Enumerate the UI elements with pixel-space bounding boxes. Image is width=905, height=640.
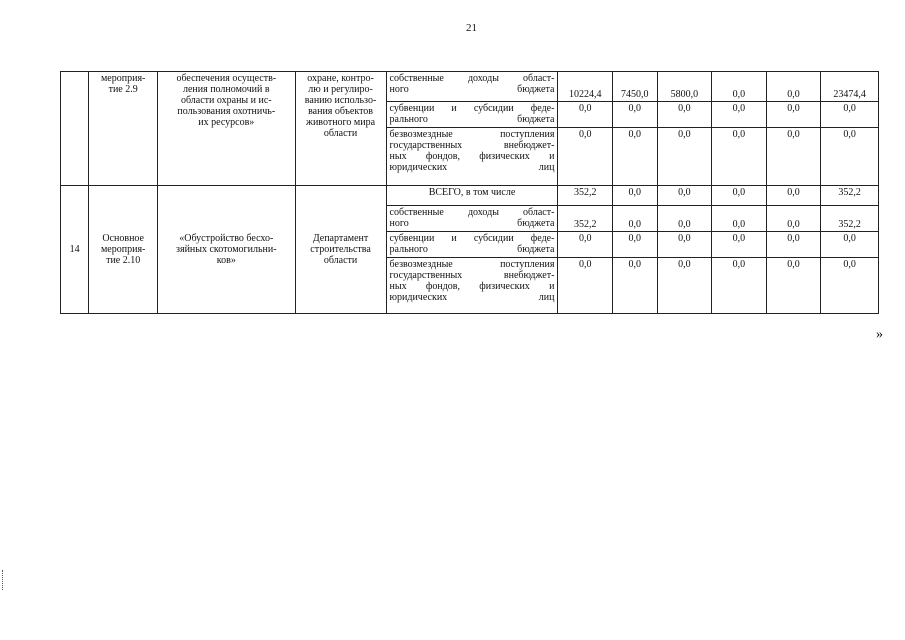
- value-cell: 5800,0: [657, 72, 712, 102]
- value-cell: 0,0: [712, 72, 767, 102]
- value-cell: 352,2: [821, 206, 879, 232]
- value-cell: 0,0: [821, 128, 879, 186]
- value-cell: 0,0: [821, 232, 879, 258]
- page-number: 21: [466, 22, 477, 34]
- value-cell: 0,0: [657, 232, 712, 258]
- budget-table: [60, 71, 879, 314]
- value-cell: 23474,4: [821, 72, 879, 102]
- value-cell: 0,0: [766, 128, 821, 186]
- funding-source: субвенции и субсидии феде- рального бюджета: [386, 102, 558, 128]
- value-cell: 0,0: [821, 258, 879, 314]
- event-name: «Обустройство бесхо- зяйных скотомогильни- ков»: [158, 186, 296, 314]
- row-number: 14: [61, 186, 89, 314]
- value-cell: 0,0: [712, 258, 767, 314]
- value-cell: 0,0: [821, 102, 879, 128]
- value-cell: 0,0: [766, 232, 821, 258]
- value-cell: 0,0: [657, 102, 712, 128]
- value-cell: 0,0: [657, 206, 712, 232]
- value-cell: 0,0: [766, 206, 821, 232]
- value-cell: 0,0: [558, 232, 613, 258]
- value-cell: 0,0: [613, 258, 657, 314]
- margin-marks: [2, 570, 6, 590]
- value-cell: 352,2: [821, 186, 879, 206]
- value-cell: 0,0: [712, 232, 767, 258]
- value-cell: 0,0: [766, 186, 821, 206]
- value-cell: 0,0: [712, 186, 767, 206]
- table-row: [61, 72, 879, 102]
- funding-source: безвозмездные поступления государственных внебюджет- ных фондов, физических и юридических лиц: [386, 258, 558, 314]
- value-cell: 0,0: [558, 102, 613, 128]
- value-cell: 0,0: [657, 258, 712, 314]
- closing-quote: »: [876, 327, 883, 342]
- value-cell: 0,0: [558, 258, 613, 314]
- value-cell: 7450,0: [613, 72, 657, 102]
- funding-source: субвенции и субсидии феде- рального бюджета: [386, 232, 558, 258]
- row-number: [61, 72, 89, 186]
- table-row: [61, 186, 879, 206]
- value-cell: 0,0: [766, 72, 821, 102]
- value-cell: 0,0: [613, 206, 657, 232]
- funding-source: безвозмездные поступления государственных внебюджет- ных фондов, физических и юридических лиц: [386, 128, 558, 186]
- executor: Департамент строительства области: [295, 186, 386, 314]
- value-cell: 352,2: [558, 186, 613, 206]
- value-cell: 0,0: [657, 128, 712, 186]
- value-cell: 0,0: [657, 186, 712, 206]
- value-cell: 0,0: [613, 186, 657, 206]
- funding-source-total: ВСЕГО, в том числе: [386, 186, 558, 206]
- event-code: мероприя- тие 2.9: [89, 72, 158, 186]
- funding-source: собственные доходы област- ного бюджета: [386, 72, 558, 102]
- value-cell: 0,0: [613, 128, 657, 186]
- value-cell: 0,0: [712, 102, 767, 128]
- event-code: Основное мероприя- тие 2.10: [89, 186, 158, 314]
- value-cell: 0,0: [613, 102, 657, 128]
- value-cell: 0,0: [712, 128, 767, 186]
- executor: охране, контро- лю и регулиро- ванию использо- вания объектов животного мира области: [295, 72, 386, 186]
- value-cell: 0,0: [613, 232, 657, 258]
- value-cell: 0,0: [558, 128, 613, 186]
- value-cell: 10224,4: [558, 72, 613, 102]
- event-name: обеспечения осуществ- ления полномочий в области охраны и ис- пользования охотничь- их ресурсов»: [158, 72, 296, 186]
- value-cell: 0,0: [766, 102, 821, 128]
- value-cell: 352,2: [558, 206, 613, 232]
- funding-source: собственные доходы област- ного бюджета: [386, 206, 558, 232]
- value-cell: 0,0: [712, 206, 767, 232]
- value-cell: 0,0: [766, 258, 821, 314]
